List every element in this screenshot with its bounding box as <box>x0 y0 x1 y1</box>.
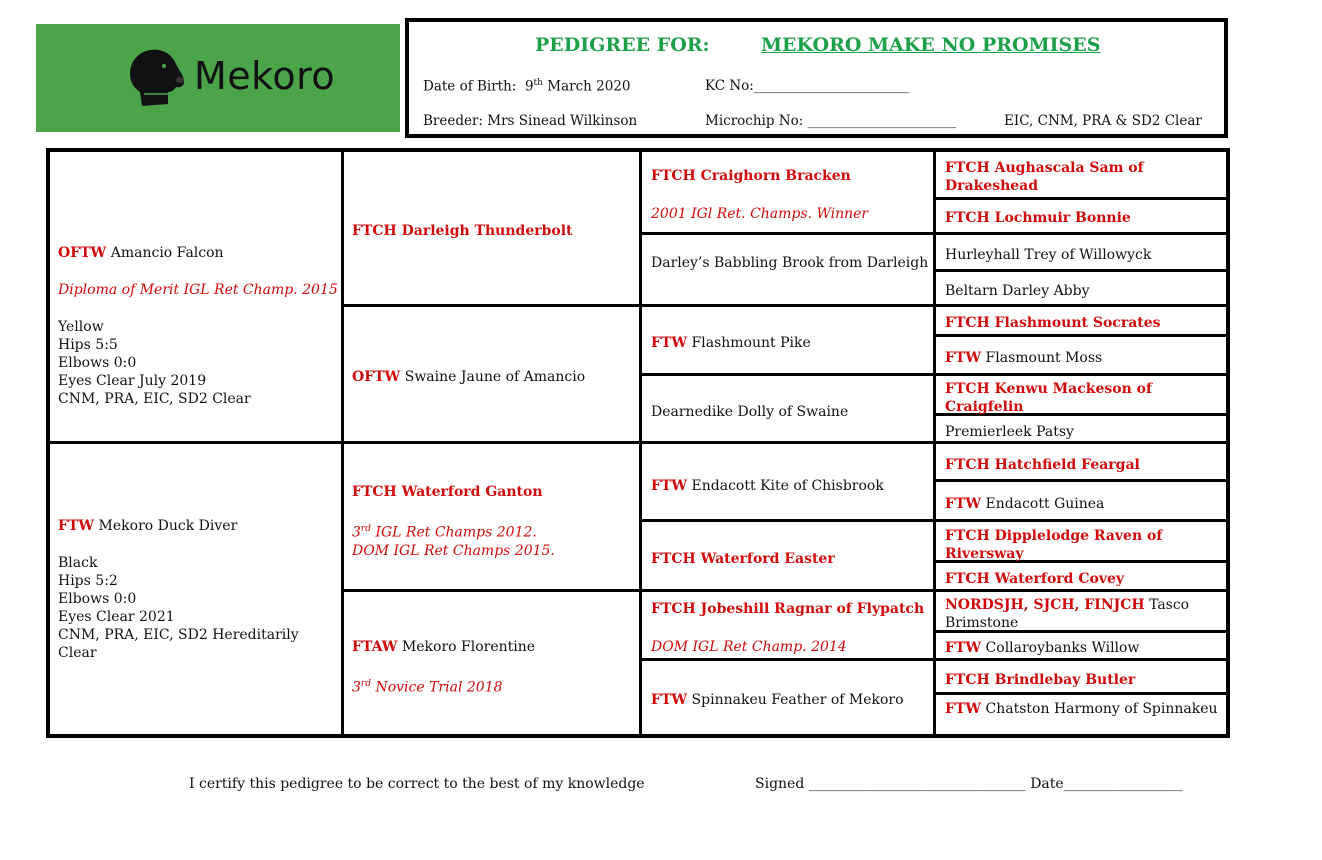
gen4-r13: NORDSJH, SJCH, FINJCH Tasco Brimstone <box>945 597 1190 631</box>
sire-dna: CNM, PRA, EIC, SD2 Clear <box>58 391 251 407</box>
health-status: EIC, CNM, PRA & SD2 Clear <box>1004 113 1202 129</box>
dam-cell <box>58 517 338 662</box>
gen4-r11: FTCH Dipplelodge Raven of Riversway <box>945 528 1163 562</box>
gen3-g-cell: FTCH Jobeshill Ragnar of Flypatch DOM IGL Ret Champ. 2014 <box>651 600 939 656</box>
sire-dam-cell: OFTW Swaine Jaune of Amancio <box>352 369 586 385</box>
labrador-head-icon <box>128 46 186 108</box>
date-of-birth: Date of Birth: 9th March 2020 <box>423 78 631 95</box>
gen4-r1: FTCH Aughascala Sam of Drakeshead <box>945 160 1144 194</box>
pedigree-title-label: PEDIGREE FOR: <box>535 34 710 56</box>
dam-colour: Black <box>58 555 98 571</box>
logo-banner <box>36 24 400 132</box>
dam-dam-award: 3rd Novice Trial 2018 <box>352 679 503 696</box>
sire-sire-cell: FTCH Darleigh Thunderbolt <box>352 223 573 239</box>
sire-eyes: Eyes Clear July 2019 <box>58 373 207 389</box>
gen4-r15: FTCH Brindlebay Butler <box>945 672 1136 688</box>
gen4-r2: FTCH Lochmuir Bonnie <box>945 210 1131 226</box>
gen4-r10: FTW Endacott Guinea <box>945 496 1105 512</box>
gen3-d-cell: Dearnedike Dolly of Swaine <box>651 404 849 420</box>
gen4-r3: Hurleyhall Trey of Willowyck <box>945 247 1152 263</box>
microchip-number: Microchip No: ______________________ <box>705 113 957 129</box>
gen3-a-award: 2001 IGl Ret. Champs. Winner <box>651 206 869 222</box>
dog-name: MEKORO MAKE NO PROMISES <box>761 34 1101 56</box>
dam-sire-cell: FTCH Waterford Ganton 3rd IGL Ret Champs 2012. DOM IGL Ret Champs 2015. <box>352 483 637 560</box>
dam-dam-cell: FTAW Mekoro Florentine 3rd Novice Trial 2018 <box>352 638 637 697</box>
gen4-r8: Premierleek Patsy <box>945 424 1074 440</box>
pedigree-header <box>405 18 1228 138</box>
gen4-r5: FTCH Flashmount Socrates <box>945 315 1161 331</box>
dam-dna: CNM, PRA, EIC, SD2 Hereditarily <box>58 627 299 643</box>
sire-colour: Yellow <box>58 319 104 335</box>
pedigree-grid <box>46 148 1230 738</box>
gen3-f-cell: FTCH Waterford Easter <box>651 551 835 567</box>
gen4-r6: FTW Flasmount Moss <box>945 350 1103 366</box>
sire-name: OFTW Amancio Falcon <box>58 245 224 261</box>
gen4-r4: Beltarn Darley Abby <box>945 283 1090 299</box>
gen4-r14: FTW Collaroybanks Willow <box>945 640 1140 656</box>
dam-sire-award-2: DOM IGL Ret Champs 2015. <box>352 542 555 559</box>
dam-elbows: Elbows 0:0 <box>58 591 137 607</box>
gen4-r16: FTW Chatston Harmony of Spinnakeu <box>945 701 1218 717</box>
sire-cell <box>58 244 338 408</box>
gen4-r7: FTCH Kenwu Mackeson of Craigfelin <box>945 381 1152 415</box>
sire-hips: Hips 5:5 <box>58 337 118 353</box>
gen3-g-award: DOM IGL Ret Champ. 2014 <box>651 639 847 655</box>
sire-elbows: Elbows 0:0 <box>58 355 137 371</box>
gen3-c-cell: FTW Flashmount Pike <box>651 335 811 351</box>
brand-name: Mekoro <box>194 54 336 98</box>
gen3-e-cell: FTW Endacott Kite of Chisbrook <box>651 478 884 494</box>
dam-name: FTW Mekoro Duck Diver <box>58 518 238 534</box>
gen4-r9: FTCH Hatchfield Feargal <box>945 457 1140 473</box>
dam-dna-cont: Clear <box>58 645 97 661</box>
kc-number: KC No:_______________________ <box>705 78 910 94</box>
dam-sire-award: 3rd IGL Ret Champs 2012. <box>352 524 537 541</box>
dam-hips: Hips 5:2 <box>58 573 118 589</box>
signature-line: Signed _______________________________ Date_________________ <box>755 776 1183 792</box>
breeder: Breeder: Mrs Sinead Wilkinson <box>423 113 638 129</box>
dam-eyes: Eyes Clear 2021 <box>58 609 175 625</box>
sire-award: Diploma of Merit IGL Ret Champ. 2015 <box>58 282 338 298</box>
gen3-a-cell: FTCH Craighorn Bracken 2001 IGl Ret. Champs. Winner <box>651 167 939 223</box>
gen4-r12: FTCH Waterford Covey <box>945 571 1124 587</box>
gen3-h-cell: FTW Spinnakeu Feather of Mekoro <box>651 692 904 708</box>
gen3-b-cell: Darley’s Babbling Brook from Darleigh <box>651 255 929 271</box>
certification-text: I certify this pedigree to be correct to the best of my knowledge <box>189 776 645 792</box>
